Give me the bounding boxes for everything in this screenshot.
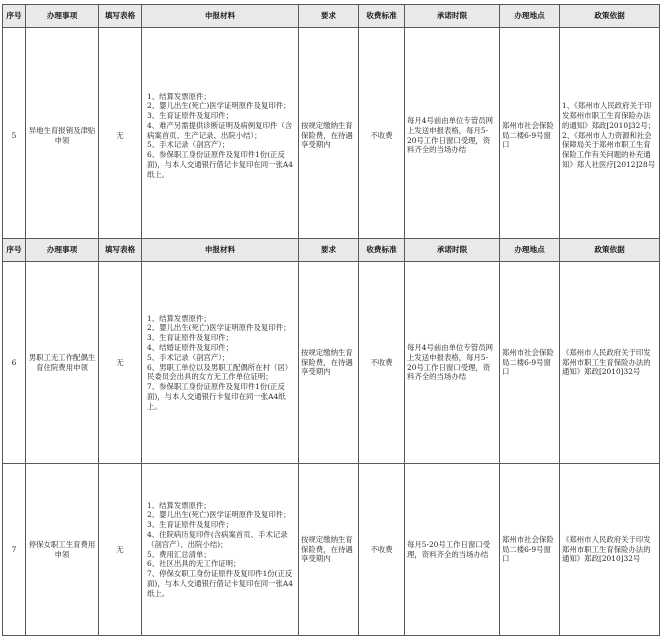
policy-table-1 bbox=[2, 4, 660, 244]
row-item: 男职工无工作配偶生育住院费用申领 bbox=[26, 262, 99, 464]
row-policy bbox=[560, 464, 660, 636]
row-time-limit: 每月4号前由单位专管员网上发送申报表格，每月5-20号工作日窗口受理，资料齐全的当场办结 bbox=[405, 262, 500, 464]
row-form: 无 bbox=[99, 464, 142, 636]
row-fee: 不收费 bbox=[359, 262, 405, 464]
header-item: 办理事项 bbox=[26, 5, 99, 28]
header-policy: 政策依据 bbox=[560, 5, 660, 28]
row-location: 郑州市社会保险局二楼6-9号窗口 bbox=[500, 28, 560, 244]
header-no: 序号 bbox=[3, 5, 26, 28]
material-line: 7、参保职工身份证原件及复印件1份(正反面)，与本人交通银行卡复印在同一张A4纸上。 bbox=[147, 382, 286, 411]
header-fee: 收费标准 bbox=[359, 5, 405, 28]
row-time-limit: 每月5-20号工作日窗口受理，资料齐全的当场办结 bbox=[405, 464, 500, 636]
header-materials: 申报材料 bbox=[142, 239, 299, 262]
material-line: 3、生育证原件及复印件； bbox=[147, 111, 234, 121]
table-row bbox=[3, 464, 660, 636]
row-fee: 不收费 bbox=[359, 464, 405, 636]
material-line: 5、手术记录（剖宫产）； bbox=[147, 140, 230, 150]
row-no: 5 bbox=[3, 28, 26, 244]
material-line: 4、住院病历复印件(含病案首页、手术记录（剖宫产）、出院小结)； bbox=[147, 529, 288, 549]
table-row bbox=[3, 28, 660, 244]
material-line: 2、婴儿出生(死亡)医学证明原件及复印件； bbox=[147, 101, 291, 111]
material-line: 6、男职工单位以及男职工配偶所在村（居）民委员会出具的女方无工作单位证明； bbox=[147, 362, 293, 382]
row-location: 郑州市社会保险局二楼6-9号窗口 bbox=[500, 464, 560, 636]
row-item: 停保女职工生育费用申领 bbox=[26, 464, 99, 636]
material-line: 2、婴儿出生(死亡)医学证明原件及复印件； bbox=[147, 510, 291, 520]
material-line: 2、婴儿出生(死亡)医学证明原件及复印件； bbox=[147, 323, 291, 333]
row-requirement: 按规定缴纳生育保险费，在待遇享受期内 bbox=[299, 464, 359, 636]
row-materials bbox=[142, 464, 299, 636]
header-form: 填写表格 bbox=[99, 239, 142, 262]
material-line: 6、社区出具的无工作证明； bbox=[147, 559, 241, 569]
table-header-row bbox=[3, 5, 660, 28]
header-policy: 政策依据 bbox=[560, 239, 660, 262]
material-line: 7、停保女职工身份证原件及复印件1份(正反面)，与本人交通银行借记卡复印在同一张A4纸上。 bbox=[147, 569, 293, 598]
row-form: 无 bbox=[99, 28, 142, 244]
material-line: 3、生育证原件及复印件； bbox=[147, 333, 234, 343]
material-line: 4、难产另需提供诊断证明及病例复印件（含病案首页、生产记录、出院小结）； bbox=[147, 120, 293, 140]
row-requirement: 按规定缴纳生育保险费，在待遇享受期内 bbox=[299, 262, 359, 464]
material-line: 1、结算发票原件； bbox=[147, 91, 211, 101]
policy-table-2 bbox=[2, 238, 660, 636]
table-row bbox=[3, 262, 660, 464]
row-materials bbox=[142, 28, 299, 244]
row-fee: 不收费 bbox=[359, 28, 405, 244]
row-no: 6 bbox=[3, 262, 26, 464]
policy-line: 2、《郑州市人力资源和社会保障局关于郑州市职工生育保险工作有关问题的补充通知》郑人社医疗[2012]28号 bbox=[562, 130, 656, 169]
material-line: 1、结算发票原件； bbox=[147, 313, 211, 323]
policy-line: 1、《郑州市人民政府关于印发郑州市职工生育保险办法的通知》郑政[2010]32号； bbox=[562, 101, 656, 130]
header-materials: 申报材料 bbox=[142, 5, 299, 28]
row-time-limit: 每月4号前由单位专管员网上发送申报表格，每月5-20号工作日窗口受理，资料齐全的当场办结 bbox=[405, 28, 500, 244]
header-requirement: 要求 bbox=[299, 5, 359, 28]
row-item: 异地生育报销及津贴申领 bbox=[26, 28, 99, 244]
header-time-limit: 承诺时限 bbox=[405, 5, 500, 28]
material-line: 1、结算发票原件； bbox=[147, 500, 211, 510]
header-requirement: 要求 bbox=[299, 239, 359, 262]
header-fee: 收费标准 bbox=[359, 239, 405, 262]
header-location: 办理地点 bbox=[500, 239, 560, 262]
header-item: 办理事项 bbox=[26, 239, 99, 262]
header-location: 办理地点 bbox=[500, 5, 560, 28]
row-no: 7 bbox=[3, 464, 26, 636]
material-line: 5、手术记录（剖宫产）； bbox=[147, 352, 230, 362]
row-form: 无 bbox=[99, 262, 142, 464]
table-header-row bbox=[3, 239, 660, 262]
header-no: 序号 bbox=[3, 239, 26, 262]
policy-line: 《郑州市人民政府关于印发郑州市职工生育保险办法的通知》郑政[2010]32号 bbox=[562, 534, 651, 564]
policy-line: 《郑州市人民政府关于印发郑州市职工生育保险办法的通知》郑政[2010]32号 bbox=[562, 347, 651, 377]
header-form: 填写表格 bbox=[99, 5, 142, 28]
row-materials bbox=[142, 262, 299, 464]
row-policy bbox=[560, 262, 660, 464]
material-line: 3、生育证原件及复印件； bbox=[147, 520, 234, 530]
row-policy bbox=[560, 28, 660, 244]
row-location: 郑州市社会保险局二楼6-9号窗口 bbox=[500, 262, 560, 464]
material-line: 5、费用汇总清单； bbox=[147, 549, 211, 559]
row-requirement: 按规定缴纳生育保险费，在待遇享受期内 bbox=[299, 28, 359, 244]
material-line: 4、结婚证原件及复印件； bbox=[147, 342, 234, 352]
material-line: 6、参保职工身份证原件及复印件1份(正反面)，与本人交通银行借记卡复印在同一张A4纸上。 bbox=[147, 150, 293, 179]
header-time-limit: 承诺时限 bbox=[405, 239, 500, 262]
